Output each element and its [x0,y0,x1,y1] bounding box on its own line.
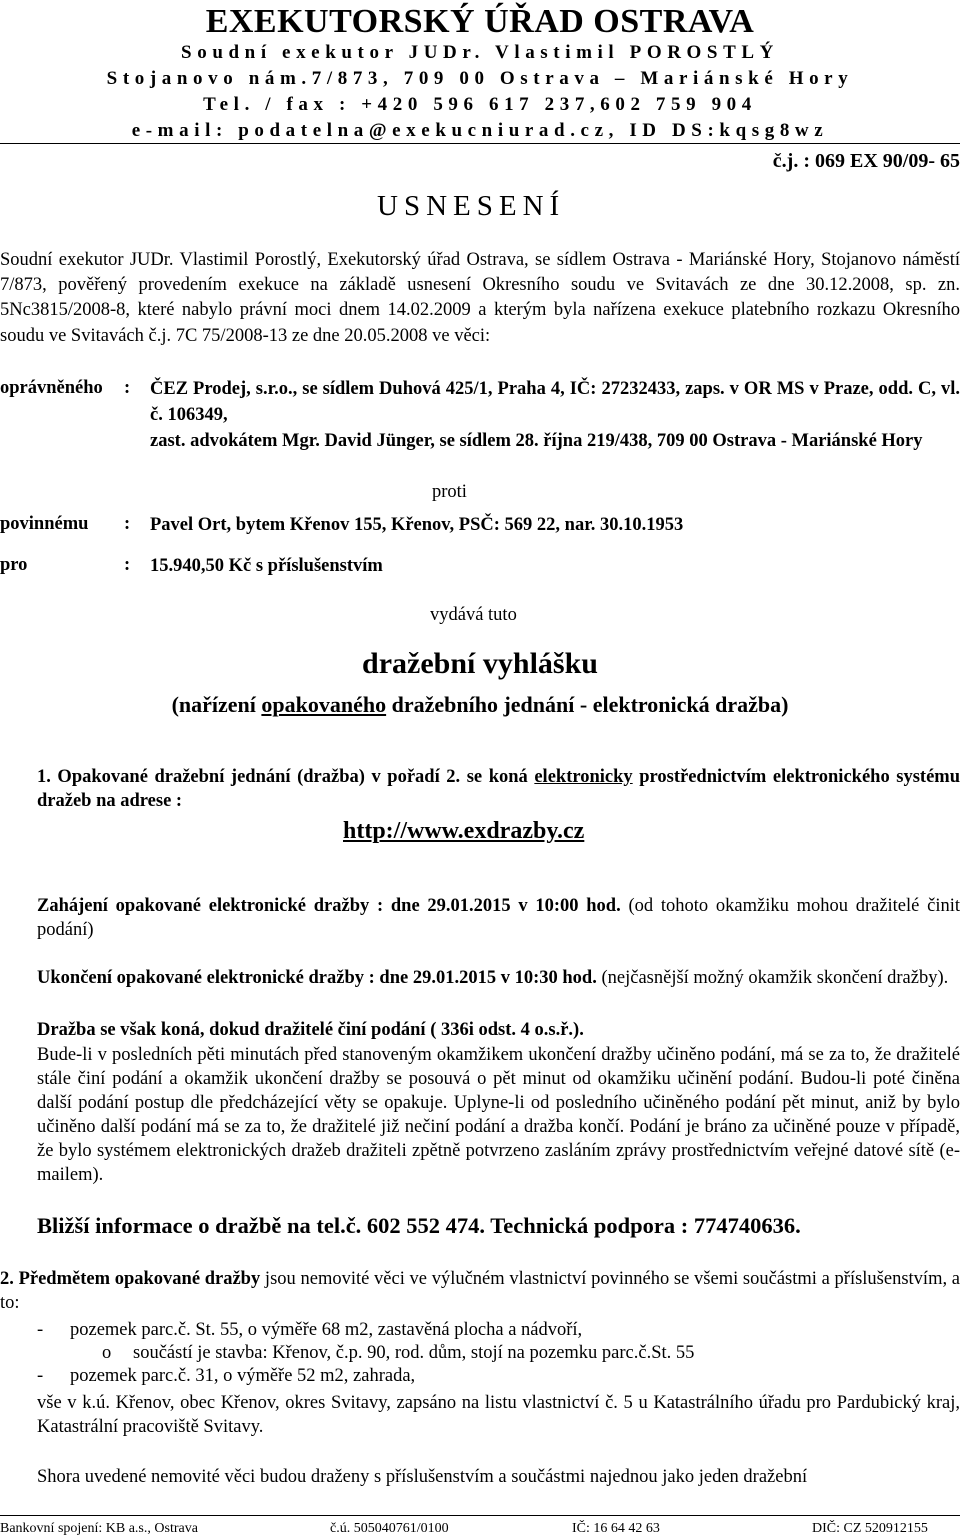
list-dash: - [37,1320,44,1340]
contact-info: Bližší informace o dražbě na tel.č. 602 552 474. Technická podpora : 774740636. [37,1213,801,1238]
notice-subtitle-start: (nařízení [171,692,262,717]
registry-info: vše v k.ú. Křenov, obec Křenov, okres Svitavy, zapsáno na listu vlastnictví č. 5 u Katastrálního úřadu pro Pardubický kraj, Katastrální pracoviště Svitavy. [37,1393,960,1437]
amount-label: pro [0,555,28,575]
section2-number: 2. [0,1269,19,1289]
notice-subtitle-underlined: opakovaného [261,692,387,717]
list-item: pozemek parc.č. 31, o výměře 52 m2, zahrada, [70,1366,416,1386]
list-dash: - [37,1366,44,1386]
auction-continues: Dražba se však koná, dokud dražitelé činí podání ( 336i odst. 4 o.s.ř.). [37,1020,584,1040]
debtor-value: Pavel Ort, bytem Křenov 155, Křenov, PSČ: 569 22, nar. 30.10.1953 [150,515,684,535]
auction-end [37,967,960,991]
debtor-colon: : [124,514,131,534]
section1-intro-underlined: elektronicky [534,767,633,787]
footer-bank: Bankovní spojení: KB a.s., Ostrava [0,1521,198,1536]
header-divider [0,143,960,144]
auction-end-note: (nejčasnější možný okamžik skončení dražby). [596,968,949,988]
section1-intro-start: 1. Opakované dražební jednání (dražba) v pořadí 2. se koná [37,767,535,787]
creditor-representative: zast. advokátem Mgr. David Jünger, se sídlem 28. října 219/438, 709 00 Ostrava - Mariánské Hory [150,431,923,451]
footer-divider [0,1515,960,1516]
auction-end-time: Ukončení opakované elektronické dražby : dne 29.01.2015 v 10:30 hod. [37,968,597,988]
against-label: proti [432,482,467,502]
office-address: Stojanovo nám.7/873, 709 00 Ostrava – Mariánské Hory [106,68,854,89]
amount-colon: : [124,555,131,575]
auction-start [37,895,960,942]
footer [0,1520,960,1537]
intro-paragraph: Soudní exekutor JUDr. Vlastimil Porostlý, Exekutorský úřad Ostrava, se sídlem Ostrava - Mariánské Hory, Stojanovo náměstí 7/873, pověřený provedením exekuce na základě usnesení Okresního soudu ve Svitavách ze dne 30.12.2008, sp. zn. 5Nc3815/2008-8, které nabylo právní moci dnem 14.02.2009 a kterým byla nařízena exekuce platebního rozkazu Okresního soudu ve Svitavách č.j. 7C 75/2008-13 ze dne 20.05.2008 ve věci: [0,250,960,346]
notice-subtitle [0,691,960,719]
office-email: e-mail: podatelna@exekucniurad.cz, ID DS:kqsg8wz [131,120,829,141]
auction-url-link[interactable]: http://www.exdrazby.cz [343,818,585,844]
list-item: součástí je stavba: Křenov, č.p. 90, rod. dům, stojí na pozemku parc.č.St. 55 [133,1343,695,1363]
footer-dic: DIČ: CZ 520912155 [812,1521,928,1536]
creditor-label: oprávněného [0,378,103,398]
section1-intro-end: prostřednictvím elektronického systému dražeb na adrese : [37,767,960,811]
auction-start-time: Zahájení opakované elektronické dražby : dne 29.01.2015 v 10:00 hod. [37,896,621,916]
footer-account: č.ú. 505040761/0100 [330,1521,449,1536]
creditor-value [150,376,960,454]
notice-subtitle-end: dražebního jednání - elektronická dražba) [386,692,789,717]
footer-ico: IČ: 16 64 42 63 [572,1521,660,1536]
issues-text: vydává tuto [430,605,517,625]
document-title: USNESENÍ [377,190,566,222]
section2-lead: Předmětem opakované dražby [18,1269,261,1289]
section2-lead-rest: jsou nemovité věci ve výlučném vlastnictví povinného se všemi součástmi a příslušenstvím, a to: [0,1269,960,1313]
section2-intro [0,1268,960,1315]
auction-start-note: (od tohoto okamžiku mohou dražitelé činit podání) [37,896,960,940]
amount-value: 15.940,50 Kč s příslušenstvím [150,556,383,576]
office-phone: Tel. / fax : +420 596 617 237,602 759 904 [203,94,757,115]
closing-text: Shora uvedené nemovité věci budou draženy s příslušenstvím a součástmi najednou jako jeden dražební [37,1467,808,1487]
creditor-details: ČEZ Prodej, s.r.o., se sídlem Duhová 425/1, Praha 4, IČ: 27232433, zaps. v OR MS v Praze, odd. C, vl. č. 106349, [150,379,960,425]
creditor-colon: : [124,378,131,398]
notice-title: dražební vyhlášku [362,647,598,680]
debtor-label: povinnému [0,514,89,534]
list-item: pozemek parc.č. St. 55, o výměře 68 m2, zastavěná plocha a nádvoří, [70,1320,583,1340]
office-title: EXEKUTORSKÝ ÚŘAD OSTRAVA [205,3,755,40]
section1-intro [37,766,960,813]
list-bullet: o [102,1343,112,1363]
auction-rules: Bude-li v posledních pěti minutách před stanoveným okamžikem ukončení dražby učiněno podání, má se za to, že dražitelé stále činí podání a okamžik ukončení dražby se posouvá o pět minut od okamžiku učinění podání. Budou-li poté činěna další podání postup dle předcházející věty se opakuje. Uplyne-li od posledního učiněného podání pět minut, aniž by bylo učiněno další podání má se za to, že dražitelé již nečiní podání a dražba končí. Podání je bráno za učiněné pouze v případě, že bylo systémem elektronických dražeb dražiteli zpětně potvrzeno zasláním zprávy prostřednictvím veřejné datové sítě (e-mailem). [37,1045,960,1185]
case-number: č.j. : 069 EX 90/09- 65 [772,150,960,172]
executor-name: Soudní exekutor JUDr. Vlastimil POROSTLÝ [181,42,779,63]
